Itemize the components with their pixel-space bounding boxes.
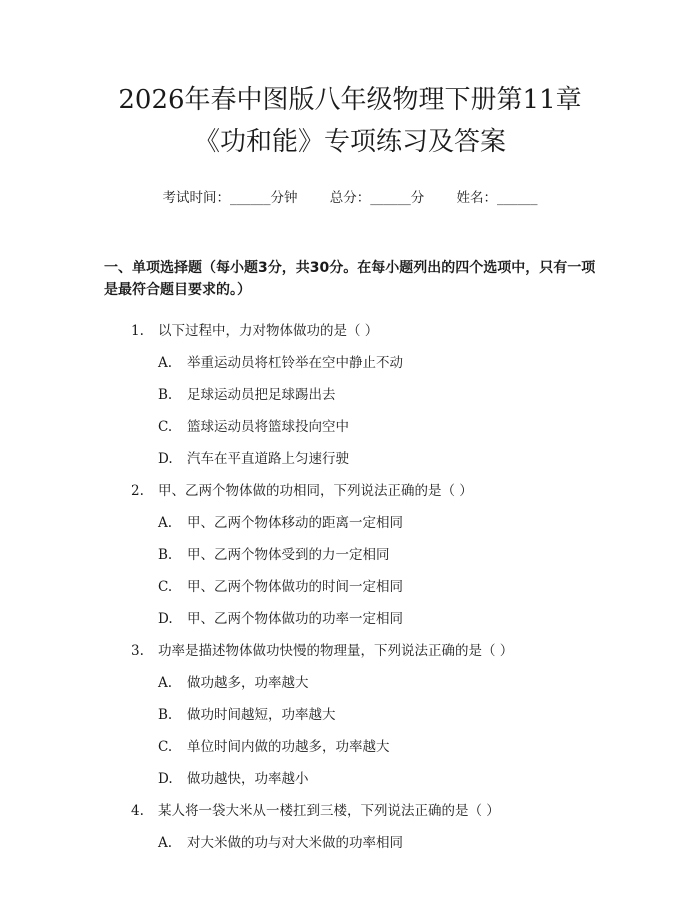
answer-option <box>0 379 700 411</box>
option-letter: C. <box>158 579 173 595</box>
question-text: 甲、乙两个物体做的功相同，下列说法正确的是（ ） <box>158 483 473 499</box>
option-letter: D. <box>158 451 173 467</box>
question-number: 4. <box>131 803 144 819</box>
exam-time-field: 考试时间：______分钟 <box>162 190 298 206</box>
option-letter: B. <box>158 707 173 723</box>
answer-option <box>0 347 700 379</box>
question-number: 2. <box>131 483 144 499</box>
answer-option <box>0 507 700 539</box>
question-text: 以下过程中，力对物体做功的是（ ） <box>158 323 379 339</box>
question-text: 功率是描述物体做功快慢的物理量，下列说法正确的是（ ） <box>158 643 514 659</box>
answer-option <box>0 699 700 731</box>
question-item <box>0 315 700 475</box>
section-heading: 一、单项选择题（每小题3分，共30分。在每小题列出的四个选项中，只有一项是最符合题目要求的。） <box>104 260 596 298</box>
answer-option <box>0 443 700 475</box>
question-item <box>0 475 700 635</box>
option-text: 甲、乙两个物体做功的时间一定相同 <box>187 579 403 595</box>
answer-option <box>0 539 700 571</box>
student-name-field: 姓名：______ <box>456 190 538 206</box>
option-text: 甲、乙两个物体受到的力一定相同 <box>187 547 390 563</box>
question-number: 1. <box>131 323 144 339</box>
option-letter: B. <box>158 547 173 563</box>
question-item <box>0 635 700 795</box>
option-letter: C. <box>158 739 173 755</box>
option-text: 甲、乙两个物体做功的功率一定相同 <box>187 611 403 627</box>
answer-option <box>0 731 700 763</box>
option-text: 做功越多，功率越大 <box>187 675 309 691</box>
option-text: 篮球运动员将篮球投向空中 <box>187 419 349 435</box>
question-list <box>0 315 700 859</box>
option-letter: A. <box>158 675 173 691</box>
question-stem <box>0 795 700 827</box>
option-text: 举重运动员将杠铃举在空中静止不动 <box>187 355 403 371</box>
question-item <box>0 795 700 859</box>
answer-option <box>0 571 700 603</box>
option-letter: A. <box>158 355 173 371</box>
option-text: 做功时间越短，功率越大 <box>187 707 336 723</box>
title-line-1: 2026年春中图版八年级物理下册第11章 <box>118 85 582 115</box>
option-letter: B. <box>158 387 173 403</box>
option-letter: D. <box>158 771 173 787</box>
question-stem <box>0 635 700 667</box>
answer-option <box>0 763 700 795</box>
option-letter: A. <box>158 835 173 851</box>
question-stem <box>0 475 700 507</box>
document-title <box>0 80 700 162</box>
question-stem <box>0 315 700 347</box>
total-score-field: 总分：______分 <box>329 190 425 206</box>
answer-option <box>0 827 700 859</box>
option-text: 汽车在平直道路上匀速行驶 <box>187 451 349 467</box>
answer-option <box>0 667 700 699</box>
answer-option <box>0 411 700 443</box>
question-number: 3. <box>131 643 144 659</box>
option-text: 做功越快，功率越小 <box>187 771 309 787</box>
option-text: 单位时间内做的功越多，功率越大 <box>187 739 390 755</box>
option-letter: D. <box>158 611 173 627</box>
option-text: 足球运动员把足球踢出去 <box>187 387 336 403</box>
exam-info <box>0 188 700 208</box>
title-line-2: 《功和能》专项练习及答案 <box>193 127 506 157</box>
option-text: 甲、乙两个物体移动的距离一定相同 <box>187 515 403 531</box>
question-text: 某人将一袋大米从一楼扛到三楼，下列说法正确的是（ ） <box>158 803 500 819</box>
answer-option <box>0 603 700 635</box>
option-letter: A. <box>158 515 173 531</box>
option-text: 对大米做的功与对大米做的功率相同 <box>187 835 403 851</box>
option-letter: C. <box>158 419 173 435</box>
